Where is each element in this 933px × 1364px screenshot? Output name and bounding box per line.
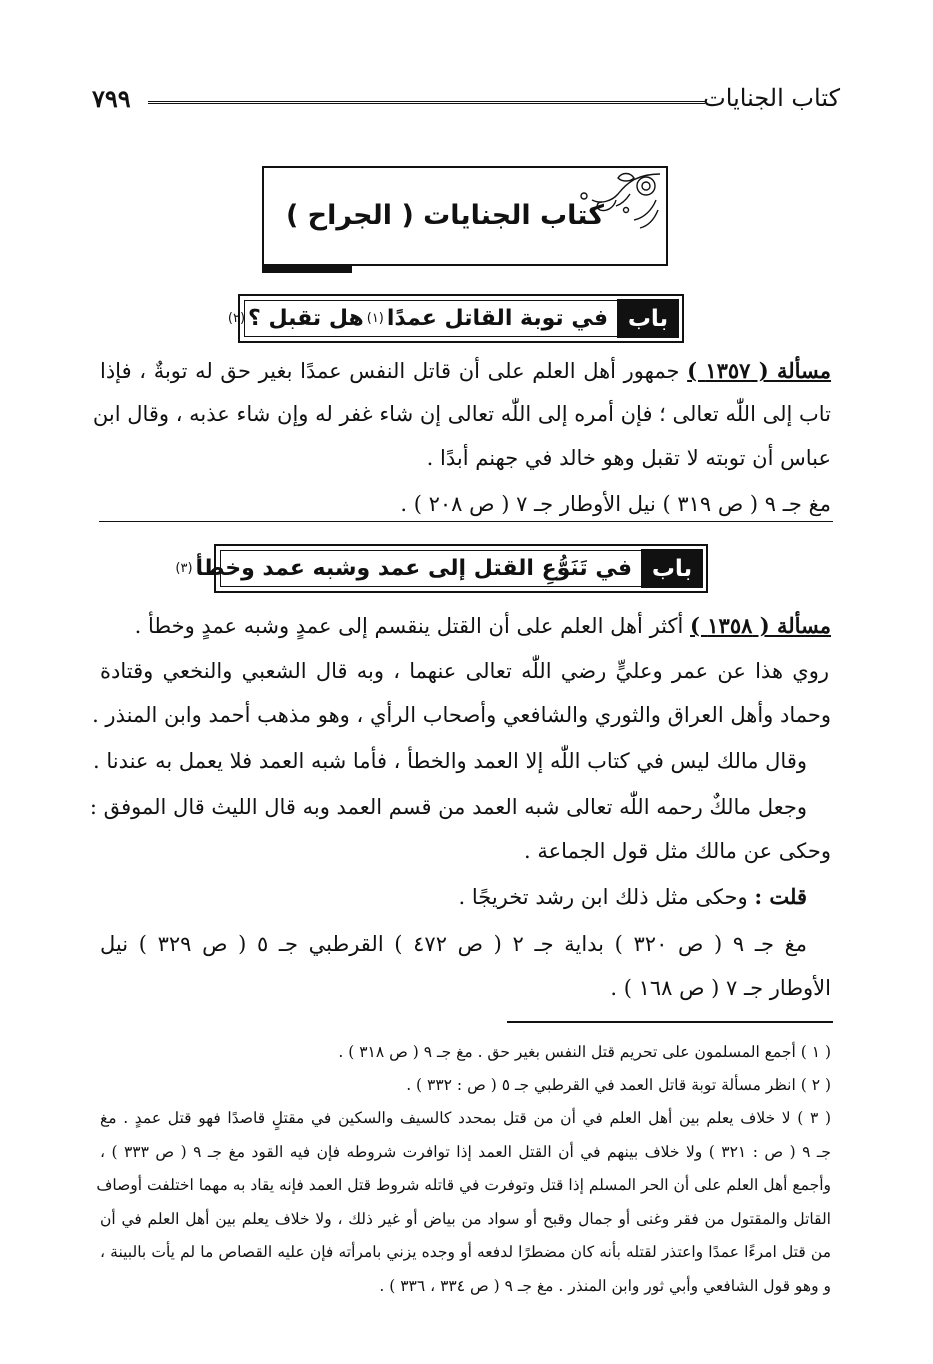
footnote-1: ( ١ ) أجمع المسلمون على تحريم قتل النفس بغير حق . مغ جـ ٩ ( ص ٣١٨ ) .	[338, 1043, 831, 1061]
footnote-3-line: جـ ٩ ( ص : ٣٢١ ) ولا خلاف بينهم في أن القتل العمد إذا توافرت شروطه فإن فيه القود مغ جـ ٩ ( ص ٣٣٣ ) ،	[100, 1143, 831, 1161]
footnote-3-line: القاتل والمقتول من فقر وغنى أو جمال وقبح أو سواد من بياض أو غير ذلك ، ولا خلاف يعلم بين أهل العلم في أن	[100, 1210, 831, 1228]
footnote-ref-2: (٢)	[227, 311, 246, 326]
text-line	[135, 613, 831, 638]
page-number: ٧٩٩	[92, 84, 131, 113]
bab-title	[172, 546, 632, 591]
footnote-3-line: ( ٣ ) لا خلاف يعلم بين أهل العلم في أن من قتل بمحدد كالسيف والسكين في مقتلٍ قاصدًا فهو قتل عمدٍ . مغ	[100, 1109, 831, 1127]
masala-label: مسألة ( ١٣٥٧ )	[687, 358, 831, 383]
text-line: وجعل مالكٌ رحمه اللّٰه تعالى شبه العمد من قسم العمد وبه قال الليث قال الموفق :	[89, 795, 807, 819]
qult-label: قلت :	[754, 884, 807, 909]
chapter-title-box	[262, 166, 668, 266]
bab-title	[225, 296, 608, 341]
masala-text: أكثر أهل العلم على أن القتل ينقسم إلى عمدٍ وشبه عمدٍ وخطأ .	[134, 614, 684, 638]
bab-heading-repentance	[227, 294, 684, 343]
references-line: الأوطار جـ ٧ ( ص ١٦٨ ) .	[610, 976, 831, 1000]
text-line: عباس أن توبته لا تقبل وهو خالد في جهنم أبدًا .	[426, 446, 831, 470]
chapter-title-bar	[262, 266, 352, 273]
bab-tag: باب	[641, 549, 703, 588]
masala-text: جمهور أهل العلم على أن قاتل النفس عمدًا بغير حق له توبةٌ ، فإذا	[100, 359, 680, 383]
text-line	[100, 358, 831, 383]
text-line: وحماد وأهل العراق والثوري والشافعي وأصحاب الرأي ، وهو مذهب أحمد وابن المنذر .	[92, 703, 831, 727]
footnote-3-line: و وهو قول الشافعي وأبي ثور وابن المنذر . مغ جـ ٩ ( ص ٣٣٤ ، ٣٣٦ ) .	[379, 1277, 831, 1295]
footnote-3-line: وأجمع أهل العلم على أن الحر المسلم إذا قتل وتوفرت في قاتله شروط قتل العمد فإنه يقاد به مهما اختلفت أوصاف	[96, 1176, 831, 1194]
bab-title-part1: في توبة القاتل عمدًا	[386, 306, 608, 331]
footnote-2: ( ٢ ) انظر مسألة توبة قاتل العمد في القرطبي جـ ٥ ( ص : ٣٣٢ ) .	[406, 1076, 831, 1094]
chapter-title: كتاب الجنايات ( الجراح )	[285, 200, 604, 231]
bab-heading-types-of-killing	[175, 544, 708, 593]
footnote-rule	[507, 1021, 833, 1023]
text-line: وحكى عن مالك مثل قول الجماعة .	[524, 839, 831, 863]
text-line: وقال مالك ليس في كتاب اللّٰه إلا العمد والخطأ ، فأما شبه العمد فلا يعمل به عندنا .	[92, 749, 807, 773]
bab-title-part2: هل تقبل ؟	[248, 306, 364, 331]
masala-label: مسألة ( ١٣٥٨ )	[690, 613, 831, 638]
footnote-ref-1: (١)	[366, 311, 384, 326]
qult-text: وحكى مثل ذلك ابن رشد تخريجًا .	[458, 885, 748, 909]
text-line: تاب إلى اللّٰه تعالى ؛ فإن أمره إلى اللّٰه تعالى إن شاء غفر له وإن شاء عذبه ، وقال ابن	[92, 402, 831, 426]
bab-title-part1: في تَنَوُّعِ القتل إلى عمد وشبه عمد وخطأ	[195, 556, 632, 581]
references-line: مغ جـ ٩ ( ص ٣٢٠ ) بداية جـ ٢ ( ص ٤٧٢ ) القرطبي جـ ٥ ( ص ٣٢٩ ) نيل	[100, 932, 808, 956]
section-divider	[99, 521, 833, 522]
text-line: روي هذا عن عمر وعليٍّ رضي اللّٰه تعالى عنهما ، وبه قال الشعبي والنخعي وقتادة	[100, 659, 829, 683]
running-header	[92, 78, 840, 118]
header-rule	[148, 101, 705, 107]
footnote-ref-3: (٣)	[175, 561, 193, 576]
running-title: كتاب الجنايات	[703, 84, 840, 112]
bab-tag: باب	[617, 299, 679, 338]
footnote-3-line: من قتل امرءًا عمدًا واعتذر لقتله بأنه كان مضطرًا لدفعه أو وجده يزني بامرأته فإن عليه القصاص ما لم يأت بالبينة ،	[100, 1243, 831, 1261]
text-line	[459, 884, 807, 909]
references-line: مغ جـ ٩ ( ص ٣١٩ ) نيل الأوطار جـ ٧ ( ص ٢٠٨ ) .	[400, 492, 831, 516]
